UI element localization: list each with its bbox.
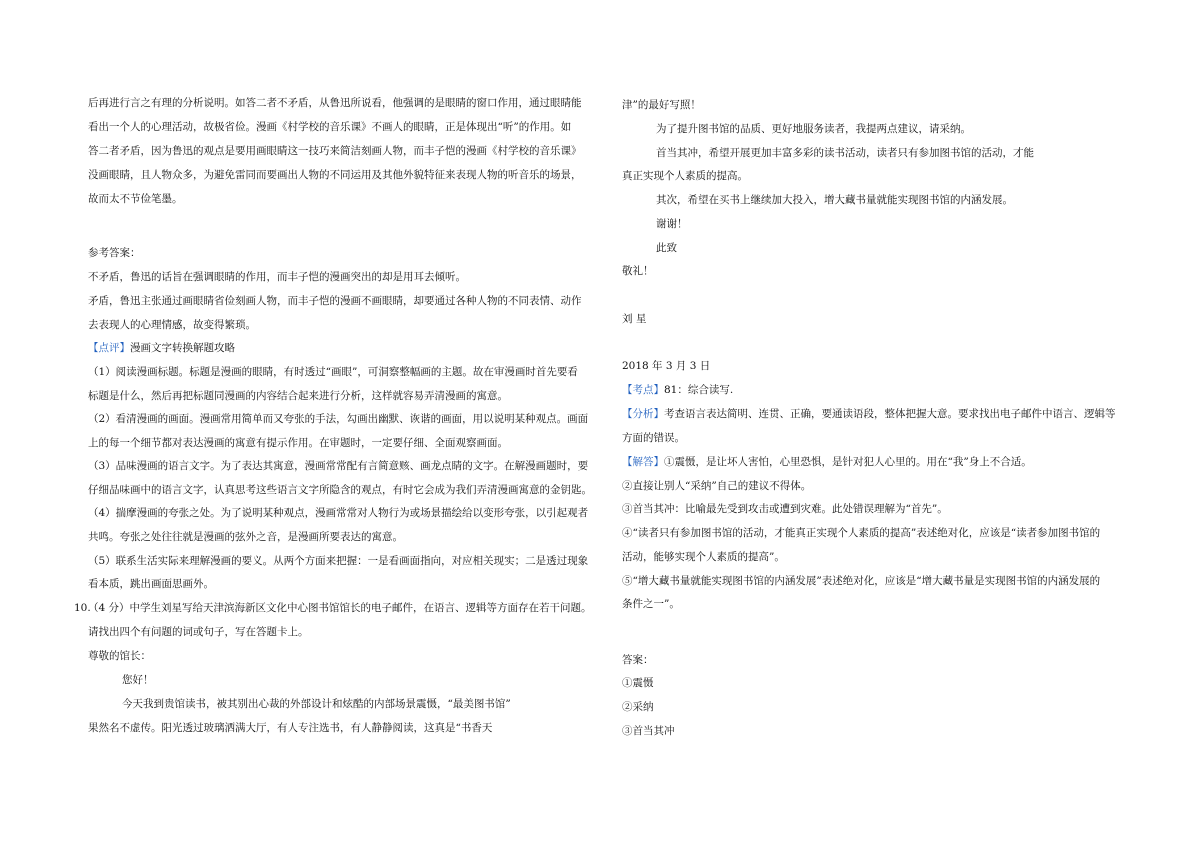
jieda-line: ②直接让别人“采纳”自己的建议不得体。 [622,480,812,492]
letter-body: 其次，希望在买书上继续加大投入，增大藏书量就能实现图书馆的内涵发展。 [656,194,1013,206]
tip-line: 共鸣。夸张之处往往就是漫画的弦外之音，是漫画所要表达的寓意。 [88,531,403,543]
analysis-line: 故而太不节俭笔墨。 [88,193,183,205]
comment-heading [88,341,235,355]
letter-date: 2018 年 3 月 3 日 [622,360,711,372]
reference-answer-line: 去表现人的心理情感，故变得繁琐。 [88,319,256,331]
jieda-line: ④“读者只有参加图书馆的活动，才能真正实现个人素质的提高”表述绝对化，应该是“读者参加图书馆的 [622,527,1101,539]
analysis-line: 看出一个人的心理活动，故极省俭。漫画《村学校的音乐课》不画人的眼睛，正是体现出“听”的作用。如 [88,121,572,133]
fenxi-line [622,407,1116,421]
fenxi-tag: 【分析】 [622,408,664,420]
kaodian-tag: 【考点】 [622,384,664,396]
fenxi-text: 考查语言表达简明、连贯、正确，要通读语段，整体把握大意。要求找出电子邮件中语言、逻辑等 [664,408,1116,420]
jieda-line: ③首当其冲：比喻最先受到攻击或遭到灾难。此处错误理解为“首先”。 [622,503,948,515]
analysis-line: 后再进行言之有理的分析说明。如答二者不矛盾，从鲁迅所说看，他强调的是眼睛的窗口作用，通过眼睛能 [88,97,582,109]
reference-answer-label: 参考答案： [88,247,141,259]
reference-answer-line: 不矛盾，鲁迅的话旨在强调眼睛的作用，而丰子恺的漫画突出的却是用耳去倾听。 [88,271,466,283]
answer-item: ①震慑 [622,677,654,689]
jieda-line: 活动，能够实现个人素质的提高”。 [622,551,785,563]
letter-body: 今天我到贵馆读书，被其别出心裁的外部设计和炫酷的内部场景震慑，“最美图书馆” [122,698,511,710]
tip-line: 标题是什么，然后再把标题同漫画的内容结合起来进行分析，这样就容易弄清漫画的寓意。 [88,390,508,402]
tip-line: （1）阅读漫画标题。标题是漫画的眼睛，有时透过“画眼”，可洞察整幅画的主题。故在审漫画时首先要看 [88,366,578,378]
letter-body: 首当其冲，希望开展更加丰富多彩的读书活动，读者只有参加图书馆的活动，才能 [656,147,1034,159]
letter-cizhi: 此致 [656,242,677,254]
letter-body: 为了提升图书馆的品质、更好地服务读者，我提两点建议，请采纳。 [656,123,971,135]
answer-item: ②采纳 [622,701,654,713]
letter-signer: 刘 星 [622,313,647,325]
letter-body: 津”的最好写照！ [622,99,701,111]
tip-line: 看本质，跳出画面思画外。 [88,578,214,590]
jieda-tag: 【解答】 [622,456,664,468]
tip-line: （4）揣摩漫画的夸张之处。为了说明某种观点，漫画常常对人物行为或场景描绘给以变形夸张，以引起观者 [88,507,589,519]
jieda-line: 条件之一”。 [622,598,680,610]
question-number: 10. [74,602,91,614]
tip-line: （3）品味漫画的语言文字。为了表达其寓意，漫画常常配有言简意赅、画龙点睛的文字。在解漫画题时，要 [88,460,589,472]
tip-line: （2）看清漫画的画面。漫画常用简单而又夸张的手法，勾画出幽默、诙谐的画面，用以说明某种观点。画面 [88,413,589,425]
fenxi-line: 方面的错误。 [622,432,685,444]
letter-jingli: 敬礼！ [622,265,654,277]
tip-line: 仔细品味画中的语言文字，认真思考这些语言文字所隐含的观点，有时它会成为我们弄清漫画寓意的金钥匙。 [88,484,592,496]
letter-thanks: 谢谢！ [656,218,688,230]
reference-answer-line: 矛盾，鲁迅主张通过画眼睛省俭刻画人物，而丰子恺的漫画不画眼睛，却要通过各种人物的不同表情、动作 [88,295,582,307]
jieda-line [622,455,1032,469]
answer-item: ③首当其冲 [622,725,675,737]
letter-body: 果然名不虚传。阳光透过玻璃洒满大厅，有人专注选书，有人静静阅读，这真是“书香天 [88,722,493,734]
question-text: （4 分）中学生刘星写给天津滨海新区文化中心图书馆馆长的电子邮件，在语言、逻辑等方面存在若干问题。 [88,602,592,614]
comment-text: 漫画文字转换解题攻略 [130,342,235,354]
kaodian-line [622,383,733,397]
letter-salutation: 尊敬的馆长： [88,650,151,662]
letter-body: 真正实现个人素质的提高。 [622,170,748,182]
comment-tag: 【点评】 [88,342,130,354]
jieda-text: ①震慑，是让坏人害怕，心里恐惧，是针对犯人心里的。用在“我”身上不合适。 [664,456,1032,468]
analysis-line: 没画眼睛，且人物众多，为避免雷同而要画出人物的不同运用及其他外貌特征来表现人物的听音乐的场景， [88,169,582,181]
analysis-line: 答二者矛盾，因为鲁迅的观点是要用画眼睛这一技巧来简洁刻画人物，而丰子恺的漫画《村学校的音乐课》 [88,145,582,157]
answer-label: 答案： [622,654,654,666]
jieda-line: ⑤“增大藏书量就能实现图书馆的内涵发展”表述绝对化，应该是“增大藏书量是实现图书馆的内涵发展的 [622,575,1101,587]
question-text: 请找出四个有问题的词或句子，写在答题卡上。 [88,626,309,638]
letter-greeting: 您好！ [122,674,154,686]
kaodian-text: 81：综合读写. [664,384,734,396]
tip-line: 上的每一个细节都对表达漫画的寓意有提示作用。在审题时，一定要仔细、全面观察画面。 [88,437,508,449]
tip-line: （5）联系生活实际来理解漫画的要义。从两个方面来把握：一是看画面指向，对应相关现实；二是透过现象 [88,555,589,567]
